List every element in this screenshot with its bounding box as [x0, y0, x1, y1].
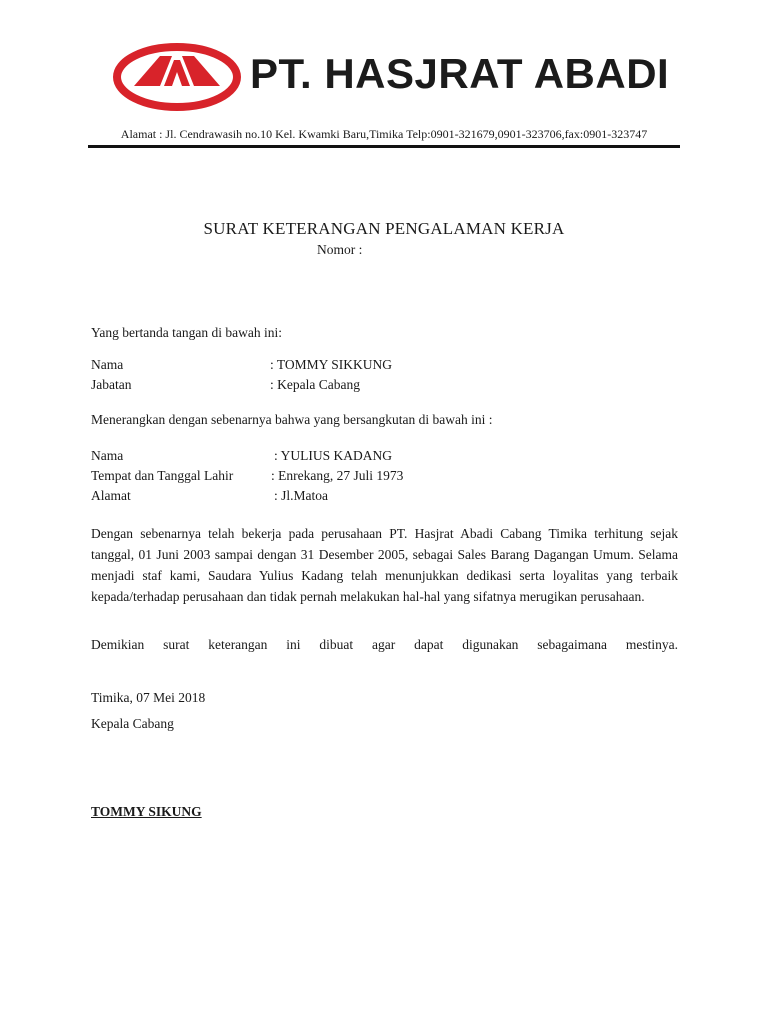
- field-value: : Jl.Matoa: [274, 488, 328, 503]
- signatory-position-row: [91, 377, 691, 397]
- field-label: Nama: [91, 448, 124, 463]
- field-value: : Enrekang, 27 Juli 1973: [271, 468, 404, 483]
- field-label: Alamat: [91, 488, 131, 503]
- letter-number: Nomor :: [317, 242, 363, 257]
- field-label: Tempat dan Tanggal Lahir: [91, 468, 234, 483]
- field-value: : YULIUS KADANG: [274, 448, 392, 463]
- field-label: Jabatan: [91, 377, 132, 392]
- closing-paragraph: Demikian surat keterangan ini dibuat agar dapat digunakan sebagaimana mestinya.: [91, 637, 678, 652]
- letter-title: SURAT KETERANGAN PENGALAMAN KERJA: [203, 219, 565, 238]
- field-label: Nama: [91, 357, 124, 372]
- signatory-name-row: [91, 357, 691, 377]
- header-divider: [88, 145, 680, 148]
- field-value: : TOMMY SIKKUNG: [270, 357, 393, 372]
- statement-text: Menerangkan dengan sebenarnya bahwa yang bersangkutan di bawah ini :: [91, 412, 493, 427]
- place-date: Timika, 07 Mei 2018: [91, 690, 206, 705]
- intro-text: Yang bertanda tangan di bawah ini:: [91, 325, 282, 340]
- subject-name-row: [91, 448, 691, 468]
- subject-address-row: [91, 488, 691, 508]
- signer-position: Kepala Cabang: [91, 716, 174, 731]
- signer-name: TOMMY SIKUNG: [91, 804, 202, 819]
- field-value: : Kepala Cabang: [270, 377, 360, 392]
- hasjrat-logo-icon: [112, 42, 242, 112]
- employment-paragraph: Dengan sebenarnya telah bekerja pada perusahaan PT. Hasjrat Abadi Cabang Timika terhitung sejak tanggal, 01 Juni 2003 sampai dengan 31 Desember 2005, sebagai Sales Barang Dagangan Umum. Selama menjadi staf kami, Saudara Yulius Kadang telah menunjukkan dedikasi serta loyalitas yang terbaik kepada/terhadap perusahaan dan tidak pernah melakukan hal-hal yang sifatnya merugikan perusahaan.: [91, 526, 678, 604]
- subject-birth-row: [91, 468, 691, 488]
- letterhead: [0, 0, 768, 160]
- company-name: PT. HASJRAT ABADI: [250, 50, 670, 97]
- company-address: Alamat : Jl. Cendrawasih no.10 Kel. Kwamki Baru,Timika Telp:0901-321679,0901-323706,fax:0901-323747: [120, 127, 648, 141]
